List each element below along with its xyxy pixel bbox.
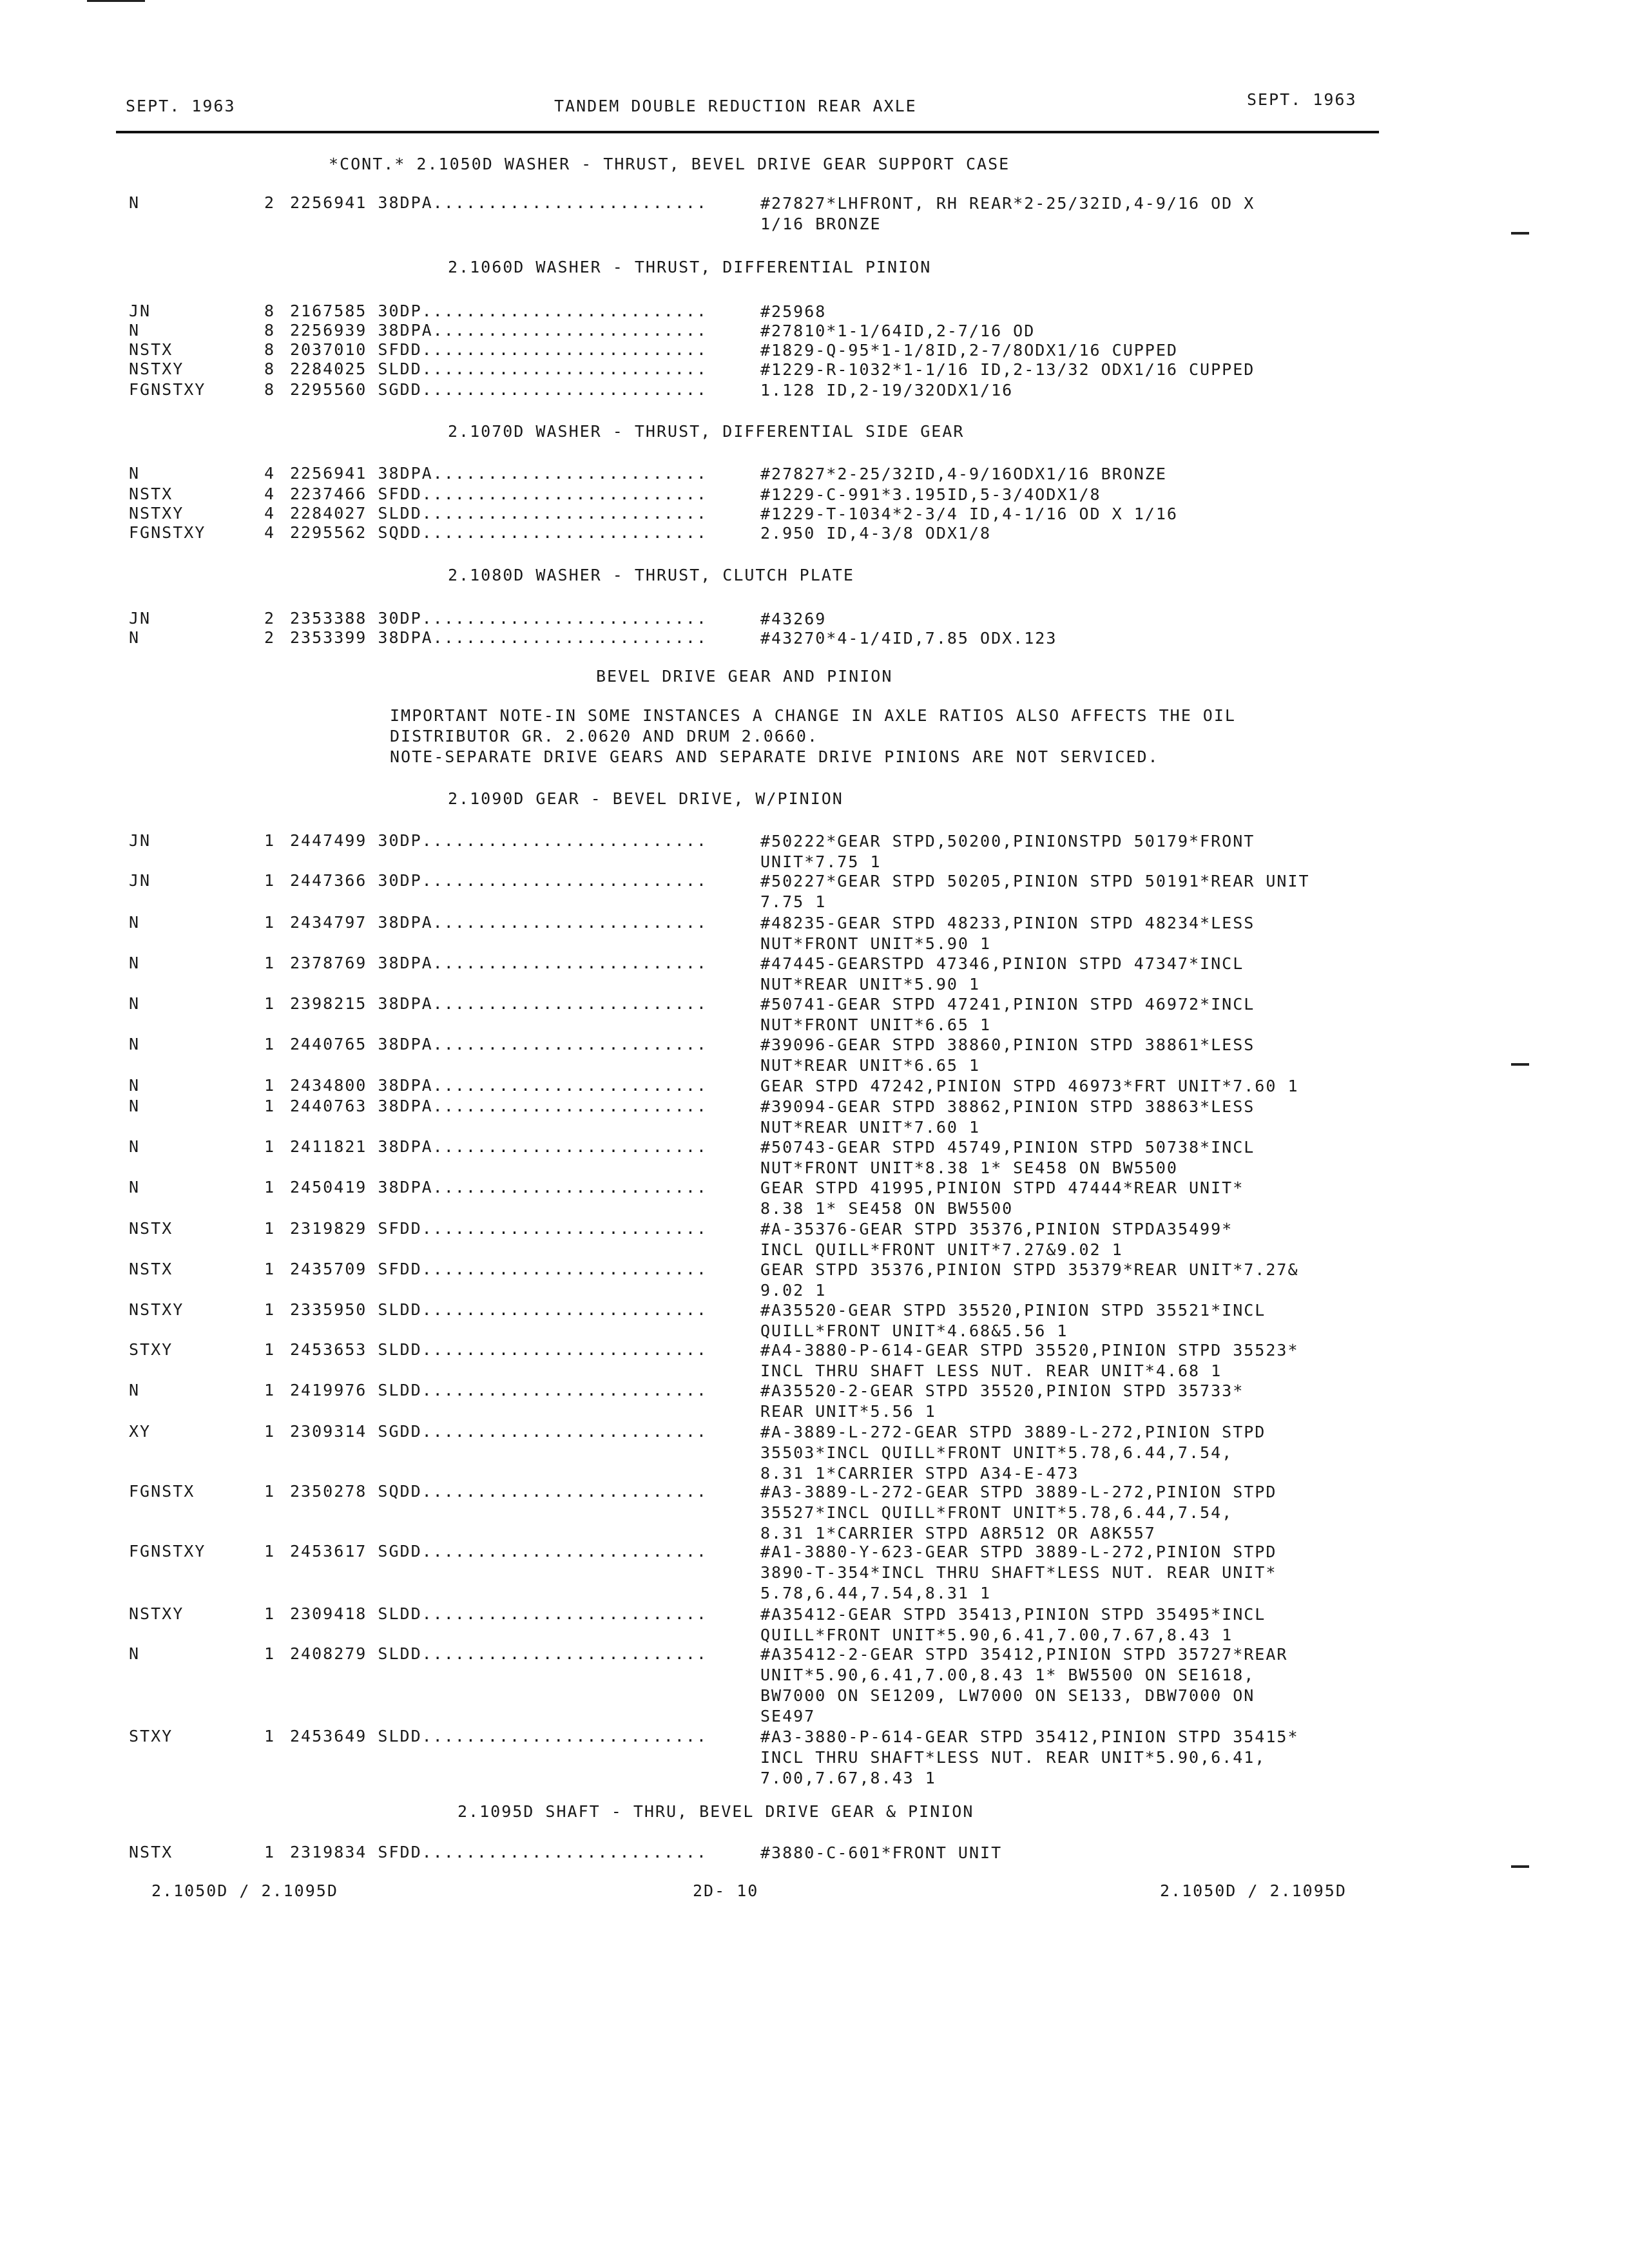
quantity: 1: [264, 1219, 276, 1238]
quantity: 1: [264, 1340, 276, 1359]
quantity: 1: [264, 913, 276, 932]
quantity: 8: [264, 380, 276, 399]
part-number: 2453617 SGDD..........................: [290, 1542, 708, 1561]
part-description: GEAR STPD 35376,PINION STPD 35379*REAR UNIT*7.27& 9.02 1: [760, 1260, 1299, 1300]
part-number: 2284027 SLDD..........................: [290, 504, 708, 523]
part-number: 2295560 SGDD..........................: [290, 380, 708, 399]
usage-code: NSTX: [129, 1843, 173, 1861]
quantity: 1: [264, 1422, 276, 1441]
important-note: IMPORTANT NOTE-IN SOME INSTANCES A CHANGE IN AXLE RATIOS ALSO AFFECTS THE OIL DISTRIBUTOR GR. 2.0620 AND DRUM 2.0660. NOTE-SEPARATE DRIVE GEARS AND SEPARATE DRIVE PINIONS ARE NOT SERVICED.: [390, 706, 1236, 766]
usage-code: N: [129, 1178, 140, 1196]
part-number: 2378769 38DPA.........................: [290, 954, 708, 972]
quantity: 1: [264, 1260, 276, 1278]
part-number: 2447366 30DP..........................: [290, 871, 708, 890]
part-description: #1229-R-1032*1-1/16 ID,2-13/32 ODX1/16 CUPPED: [760, 360, 1255, 379]
usage-code: N: [129, 628, 140, 647]
quantity: 1: [264, 1300, 276, 1319]
part-description: #50741-GEAR STPD 47241,PINION STPD 46972*INCL NUT*FRONT UNIT*6.65 1: [760, 995, 1255, 1034]
usage-code: N: [129, 1076, 140, 1095]
footer-section-range-right: 2.1050D / 2.1095D: [1160, 1881, 1347, 1900]
part-description: #43270*4-1/4ID,7.85 ODX.123: [760, 629, 1057, 648]
quantity: 4: [264, 485, 276, 503]
part-number: 2440763 38DPA.........................: [290, 1097, 708, 1115]
quantity: 1: [264, 1097, 276, 1115]
usage-code: NSTX: [129, 1219, 173, 1238]
part-description: #A35520-2-GEAR STPD 35520,PINION STPD 35733* REAR UNIT*5.56 1: [760, 1381, 1244, 1421]
usage-code: N: [129, 1644, 140, 1663]
part-description: #3880-C-601*FRONT UNIT: [760, 1843, 1003, 1862]
usage-code: NSTX: [129, 485, 173, 503]
usage-code: N: [129, 913, 140, 932]
quantity: 1: [264, 1542, 276, 1561]
usage-code: NSTX: [129, 1260, 173, 1278]
quantity: 4: [264, 523, 276, 542]
quantity: 1: [264, 1137, 276, 1156]
part-description: #48235-GEAR STPD 48233,PINION STPD 48234*LESS NUT*FRONT UNIT*5.90 1: [760, 914, 1255, 953]
part-number: 2284025 SLDD..........................: [290, 360, 708, 378]
part-number: 2453649 SLDD..........................: [290, 1727, 708, 1745]
quantity: 8: [264, 360, 276, 378]
quantity: 1: [264, 1178, 276, 1196]
footer-page-number: 2D- 10: [693, 1881, 759, 1900]
part-description: #A-35376-GEAR STPD 35376,PINION STPDA35499* INCL QUILL*FRONT UNIT*7.27&9.02 1: [760, 1220, 1233, 1259]
quantity: 1: [264, 831, 276, 850]
part-description: 2.950 ID,4-3/8 ODX1/8: [760, 524, 992, 543]
part-description: #A35412-2-GEAR STPD 35412,PINION STPD 35727*REAR UNIT*5.90,6.41,7.00,8.43 1* BW5500 ON SE1618, BW7000 ON SE1209, LW7000 ON SE133, DBW7000 ON SE497: [760, 1645, 1288, 1725]
part-number: 2411821 38DPA.........................: [290, 1137, 708, 1156]
quantity: 4: [264, 504, 276, 523]
part-description: #A35412-GEAR STPD 35413,PINION STPD 35495*INCL QUILL*FRONT UNIT*5.90,6.41,7.00,7.67,8.43 1: [760, 1605, 1266, 1644]
header-date-left: SEPT. 1963: [126, 97, 236, 115]
usage-code: N: [129, 1035, 140, 1053]
quantity: 2: [264, 628, 276, 647]
part-number: 2398215 38DPA.........................: [290, 994, 708, 1013]
part-number: 2037010 SFDD..........................: [290, 340, 708, 359]
margin-tick: [1511, 1865, 1529, 1868]
section-heading-bevel-drive: BEVEL DRIVE GEAR AND PINION: [596, 667, 893, 686]
quantity: 1: [264, 1035, 276, 1053]
part-description: #39094-GEAR STPD 38862,PINION STPD 38863*LESS NUT*REAR UNIT*7.60 1: [760, 1097, 1255, 1137]
quantity: 8: [264, 321, 276, 340]
part-description: #A1-3880-Y-623-GEAR STPD 3889-L-272,PINION STPD 3890-T-354*INCL THRU SHAFT*LESS NUT. REAR UNIT* 5.78,6.44,7.54,8.31 1: [760, 1542, 1277, 1602]
usage-code: N: [129, 1097, 140, 1115]
part-description: #43269: [760, 610, 827, 628]
usage-code: N: [129, 1381, 140, 1399]
part-description: #A3-3889-L-272-GEAR STPD 3889-L-272,PINION STPD 35527*INCL QUILL*FRONT UNIT*5.78,6.44,7.54, 8.31 1*CARRIER STPD A8R512 OR A8K557: [760, 1483, 1277, 1542]
quantity: 1: [264, 954, 276, 972]
part-number: 2408279 SLDD..........................: [290, 1644, 708, 1663]
quantity: 1: [264, 871, 276, 890]
usage-code: NSTXY: [129, 1604, 184, 1623]
quantity: 1: [264, 994, 276, 1013]
quantity: 1: [264, 1604, 276, 1623]
part-number: 2435709 SFDD..........................: [290, 1260, 708, 1278]
part-number: 2434797 38DPA.........................: [290, 913, 708, 932]
usage-code: STXY: [129, 1727, 173, 1745]
part-number: 2309314 SGDD..........................: [290, 1422, 708, 1441]
usage-code: FGNSTX: [129, 1482, 195, 1501]
part-number: 2256941 38DPA.........................: [290, 464, 708, 483]
header-rule: [116, 131, 1379, 133]
usage-code: NSTXY: [129, 504, 184, 523]
part-description: #25968: [760, 302, 827, 321]
part-number: 2319834 SFDD..........................: [290, 1843, 708, 1861]
part-number: 2295562 SQDD..........................: [290, 523, 708, 542]
part-description: GEAR STPD 47242,PINION STPD 46973*FRT UNIT*7.60 1: [760, 1077, 1299, 1095]
quantity: 2: [264, 193, 276, 212]
usage-code: N: [129, 994, 140, 1013]
usage-code: N: [129, 464, 140, 483]
quantity: 1: [264, 1381, 276, 1399]
section-title-2-1050d: *CONT.* 2.1050D WASHER - THRUST, BEVEL DRIVE GEAR SUPPORT CASE: [329, 155, 1010, 173]
part-number: 2434800 38DPA.........................: [290, 1076, 708, 1095]
usage-code: N: [129, 1137, 140, 1156]
part-description: #27827*LHFRONT, RH REAR*2-25/32ID,4-9/16 OD X 1/16 BRONZE: [760, 194, 1255, 233]
part-description: #1229-T-1034*2-3/4 ID,4-1/16 OD X 1/16: [760, 505, 1178, 523]
part-number: 2309418 SLDD..........................: [290, 1604, 708, 1623]
part-description: #47445-GEARSTPD 47346,PINION STPD 47347*INCL NUT*REAR UNIT*5.90 1: [760, 954, 1244, 994]
part-description: #A4-3880-P-614-GEAR STPD 35520,PINION STPD 35523* INCL THRU SHAFT LESS NUT. REAR UNIT*4.68 1: [760, 1341, 1299, 1380]
usage-code: JN: [129, 871, 151, 890]
section-title-2-1060d: 2.1060D WASHER - THRUST, DIFFERENTIAL PINION: [448, 258, 932, 276]
part-description: #50222*GEAR STPD,50200,PINIONSTPD 50179*FRONT UNIT*7.75 1: [760, 832, 1255, 871]
part-description: #A35520-GEAR STPD 35520,PINION STPD 35521*INCL QUILL*FRONT UNIT*4.68&5.56 1: [760, 1301, 1266, 1340]
part-number: 2319829 SFDD..........................: [290, 1219, 708, 1238]
part-description: #A3-3880-P-614-GEAR STPD 35412,PINION STPD 35415* INCL THRU SHAFT*LESS NUT. REAR UNIT*5.90,6.41, 7.00,7.67,8.43 1: [760, 1727, 1299, 1787]
usage-code: NSTXY: [129, 360, 184, 378]
usage-code: NSTXY: [129, 1300, 184, 1319]
part-number: 2256941 38DPA.........................: [290, 193, 708, 212]
section-title-2-1080d: 2.1080D WASHER - THRUST, CLUTCH PLATE: [448, 566, 854, 584]
part-number: 2453653 SLDD..........................: [290, 1340, 708, 1359]
footer-section-range-left: 2.1050D / 2.1095D: [151, 1881, 338, 1900]
margin-tick: [1511, 232, 1529, 235]
usage-code: N: [129, 321, 140, 340]
part-description: #50743-GEAR STPD 45749,PINION STPD 50738*INCL NUT*FRONT UNIT*8.38 1* SE458 ON BW5500: [760, 1138, 1255, 1177]
usage-code: JN: [129, 609, 151, 628]
part-description: #50227*GEAR STPD 50205,PINION STPD 50191*REAR UNIT 7.75 1: [760, 872, 1310, 911]
part-number: 2353388 30DP..........................: [290, 609, 708, 628]
part-number: 2353399 38DPA.........................: [290, 628, 708, 647]
usage-code: NSTX: [129, 340, 173, 359]
part-description: #A-3889-L-272-GEAR STPD 3889-L-272,PINION STPD 35503*INCL QUILL*FRONT UNIT*5.78,6.44,7.54, 8.31 1*CARRIER STPD A34-E-473: [760, 1423, 1266, 1483]
usage-code: JN: [129, 831, 151, 850]
usage-code: FGNSTXY: [129, 380, 206, 399]
quantity: 1: [264, 1843, 276, 1861]
margin-tick: [1511, 1063, 1529, 1066]
quantity: 1: [264, 1076, 276, 1095]
part-description: #39096-GEAR STPD 38860,PINION STPD 38861*LESS NUT*REAR UNIT*6.65 1: [760, 1035, 1255, 1075]
part-description: 1.128 ID,2-19/32ODX1/16: [760, 381, 1014, 399]
usage-code: STXY: [129, 1340, 173, 1359]
section-title-2-1095d: 2.1095D SHAFT - THRU, BEVEL DRIVE GEAR & PINION: [458, 1802, 974, 1821]
part-number: 2447499 30DP..........................: [290, 831, 708, 850]
part-description: #27810*1-1/64ID,2-7/16 OD: [760, 322, 1036, 340]
quantity: 2: [264, 609, 276, 628]
part-description: #27827*2-25/32ID,4-9/16ODX1/16 BRONZE: [760, 465, 1167, 483]
usage-code: JN: [129, 302, 151, 320]
quantity: 8: [264, 302, 276, 320]
quantity: 1: [264, 1482, 276, 1501]
quantity: 8: [264, 340, 276, 359]
part-number: 2419976 SLDD..........................: [290, 1381, 708, 1399]
part-number: 2167585 30DP..........................: [290, 302, 708, 320]
usage-code: N: [129, 954, 140, 972]
header-date-right: SEPT. 1963: [1247, 90, 1357, 109]
part-number: 2440765 38DPA.........................: [290, 1035, 708, 1053]
usage-code: FGNSTXY: [129, 523, 206, 542]
section-title-2-1090d: 2.1090D GEAR - BEVEL DRIVE, W/PINION: [448, 789, 843, 808]
part-number: 2350278 SQDD..........................: [290, 1482, 708, 1501]
section-title-2-1070d: 2.1070D WASHER - THRUST, DIFFERENTIAL SIDE GEAR: [448, 422, 965, 441]
quantity: 1: [264, 1727, 276, 1745]
usage-code: FGNSTXY: [129, 1542, 206, 1561]
usage-code: XY: [129, 1422, 151, 1441]
part-description: GEAR STPD 41995,PINION STPD 47444*REAR UNIT* 8.38 1* SE458 ON BW5500: [760, 1178, 1244, 1218]
usage-code: N: [129, 193, 140, 212]
part-number: 2256939 38DPA.........................: [290, 321, 708, 340]
part-number: 2450419 38DPA.........................: [290, 1178, 708, 1196]
part-number: 2237466 SFDD..........................: [290, 485, 708, 503]
part-description: #1829-Q-95*1-1/8ID,2-7/8ODX1/16 CUPPED: [760, 341, 1178, 360]
part-number: 2335950 SLDD..........................: [290, 1300, 708, 1319]
quantity: 1: [264, 1644, 276, 1663]
part-description: #1229-C-991*3.195ID,5-3/4ODX1/8: [760, 485, 1101, 504]
quantity: 4: [264, 464, 276, 483]
header-title: TANDEM DOUBLE REDUCTION REAR AXLE: [554, 97, 917, 115]
top-margin-mark: [87, 0, 145, 2]
